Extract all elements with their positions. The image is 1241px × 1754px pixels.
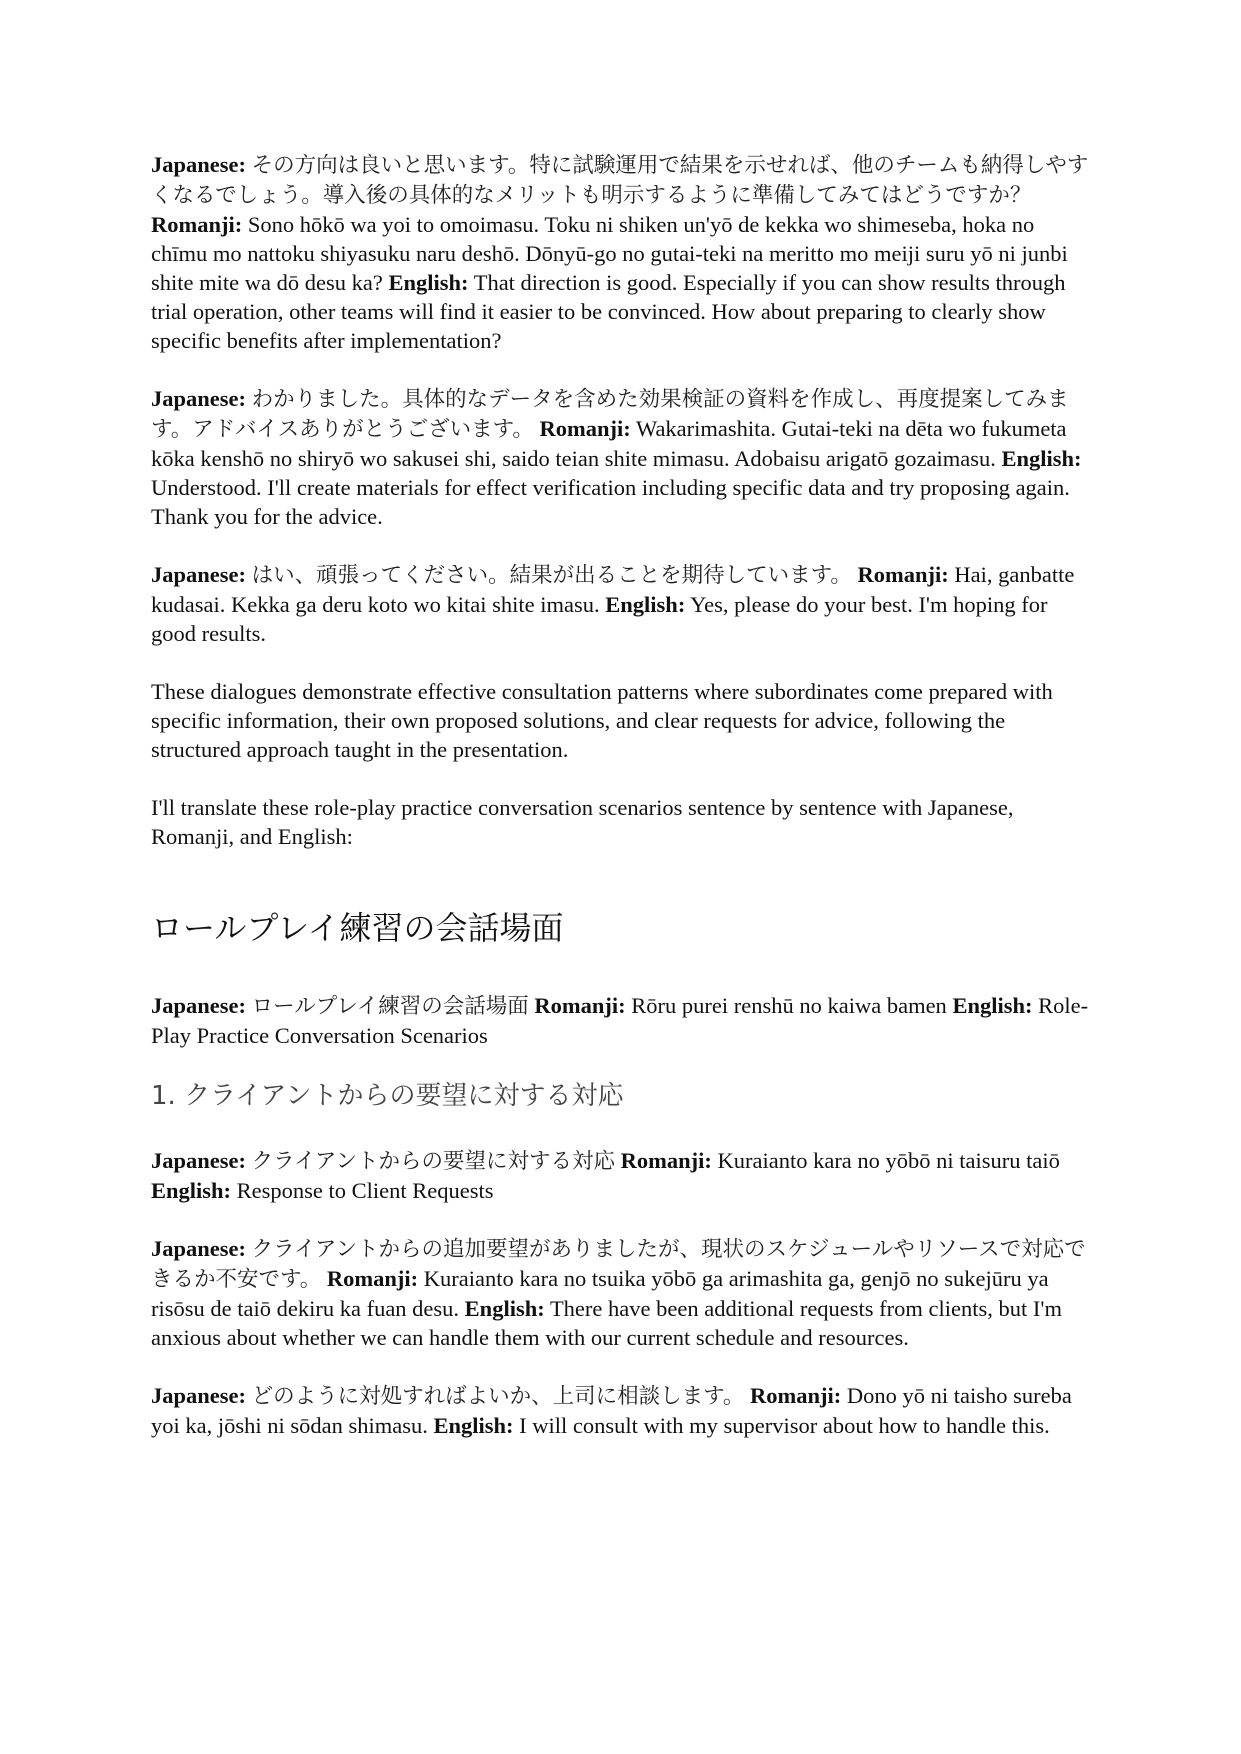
japanese-label: Japanese: [151,993,246,1018]
main-heading: ロールプレイ練習の会話場面 [151,909,564,947]
japanese-text: クライアントからの要望に対する対応 [251,1149,615,1174]
japanese-label: Japanese: [151,152,246,177]
romanji-text: Hai, ganbatte kudasai. Kekka ga deru koto wo kitai shite imasu. [151,562,1075,617]
english-text: That direction is good. Especially if you can show results through trial operation, other teams will find it easier to be convinced. How about preparing to clearly show specific benefits after implementation? [151,270,1066,353]
english-label: English: [464,1296,545,1321]
romanji-text: Dono yō ni taisho sureba yoi ka, jōshi ni sōdan shimasu. [151,1383,1072,1438]
english-text: Response to Client Requests [236,1178,494,1203]
romanji-text: Sono hōkō wa yoi to omoimasu. Toku ni shiken un'yō de kekka wo shimeseba, hoka no chīmu mo nattoku shiyasuku naru deshō. Dōnyū-go no gutai-teki na meritto mo meiji suru yō ni junbi shite mite wa dō desu ka? [151,212,1068,295]
japanese-text: その方向は良いと思います。特に試験運用で結果を示せれば、他のチームも納得しやすくなるでしょう。導入後の具体的なメリットも明示するように準備してみてはどうですか？ [151,153,1089,208]
romanji-label: Romanji: [534,993,626,1018]
romanji-label: Romanji: [620,1148,712,1173]
english-text: There have been additional requests from clients, but I'm anxious about whether we can handle them with our current schedule and resources. [151,1296,1062,1350]
japanese-label: Japanese: [151,1383,246,1408]
english-text: Role-Play Practice Conversation Scenarios [151,993,1089,1048]
english-label: English: [1001,446,1082,471]
dialogue-entry [151,384,1096,531]
dialogue-entry [151,1146,1096,1205]
romanji-label: Romanji: [326,1266,419,1291]
japanese-label: Japanese: [151,1236,246,1261]
romanji-label: Romanji: [539,416,631,441]
english-label: English: [433,1413,514,1438]
english-text: Understood. I'll create materials for effect verification including specific data and try proposing again. Thank you for the advice. [151,475,1070,529]
dialogue-entry [151,991,1096,1050]
summary-paragraph: These dialogues demonstrate effective consultation patterns where subordinates come prepared with specific information, their own proposed solutions, and clear requests for advice, following the structured approach taught in the presentation. [151,679,1053,762]
english-text: Yes, please do your best. I'm hoping for good results. [151,592,1048,646]
romanji-text: Wakarimashita. Gutai-teki na dēta wo fukumeta kōka kenshō no shiryō wo sakusei shi, saido teian shite mimasu. Adobaisu arigatō gozaimasu. [151,416,1067,471]
japanese-text: わかりました。具体的なデータを含めた効果検証の資料を作成し、再度提案してみます。アドバイスありがとうございます。 [151,387,1069,442]
japanese-text: どのように対処すればよいか、上司に相談します。 [251,1384,745,1409]
english-label: English: [605,592,686,617]
romanji-text: Kuraianto kara no yōbō ni taisuru taiō [717,1148,1060,1173]
document-page [151,150,1096,1469]
japanese-text: はい、頑張ってください。結果が出ることを期待しています。 [251,563,852,588]
english-label: English: [151,1178,232,1203]
romanji-text: Kuraianto kara no tsuika yōbō ga arimashita ga, genjō no sukejūru ya risōsu de taiō dekiru ka fuan desu. [151,1266,1049,1321]
dialogue-entry [151,1234,1096,1352]
japanese-label: Japanese: [151,386,246,411]
dialogue-entry [151,560,1096,648]
dialogue-entry [151,1381,1096,1440]
intro-paragraph: I'll translate these role-play practice conversation scenarios sentence by sentence with Japanese, Romanji, and English: [151,795,1014,849]
english-label: English: [952,993,1033,1018]
japanese-label: Japanese: [151,1148,246,1173]
english-label: English: [388,270,469,295]
japanese-label: Japanese: [151,562,246,587]
romanji-label: Romanji: [750,1383,842,1408]
romanji-label: Romanji: [151,212,243,237]
japanese-text: クライアントからの追加要望がありましたが、現状のスケジュールやリソースで対応できるか不安です。 [151,1237,1086,1292]
romanji-text: Rōru purei renshū no kaiwa bamen [631,993,947,1018]
english-text: I will consult with my supervisor about how to handle this. [519,1413,1050,1438]
romanji-label: Romanji: [857,562,949,587]
dialogue-entry [151,150,1096,355]
section-heading: 1. クライアントからの要望に対する対応 [151,1081,624,1111]
japanese-text: ロールプレイ練習の会話場面 [251,994,529,1019]
